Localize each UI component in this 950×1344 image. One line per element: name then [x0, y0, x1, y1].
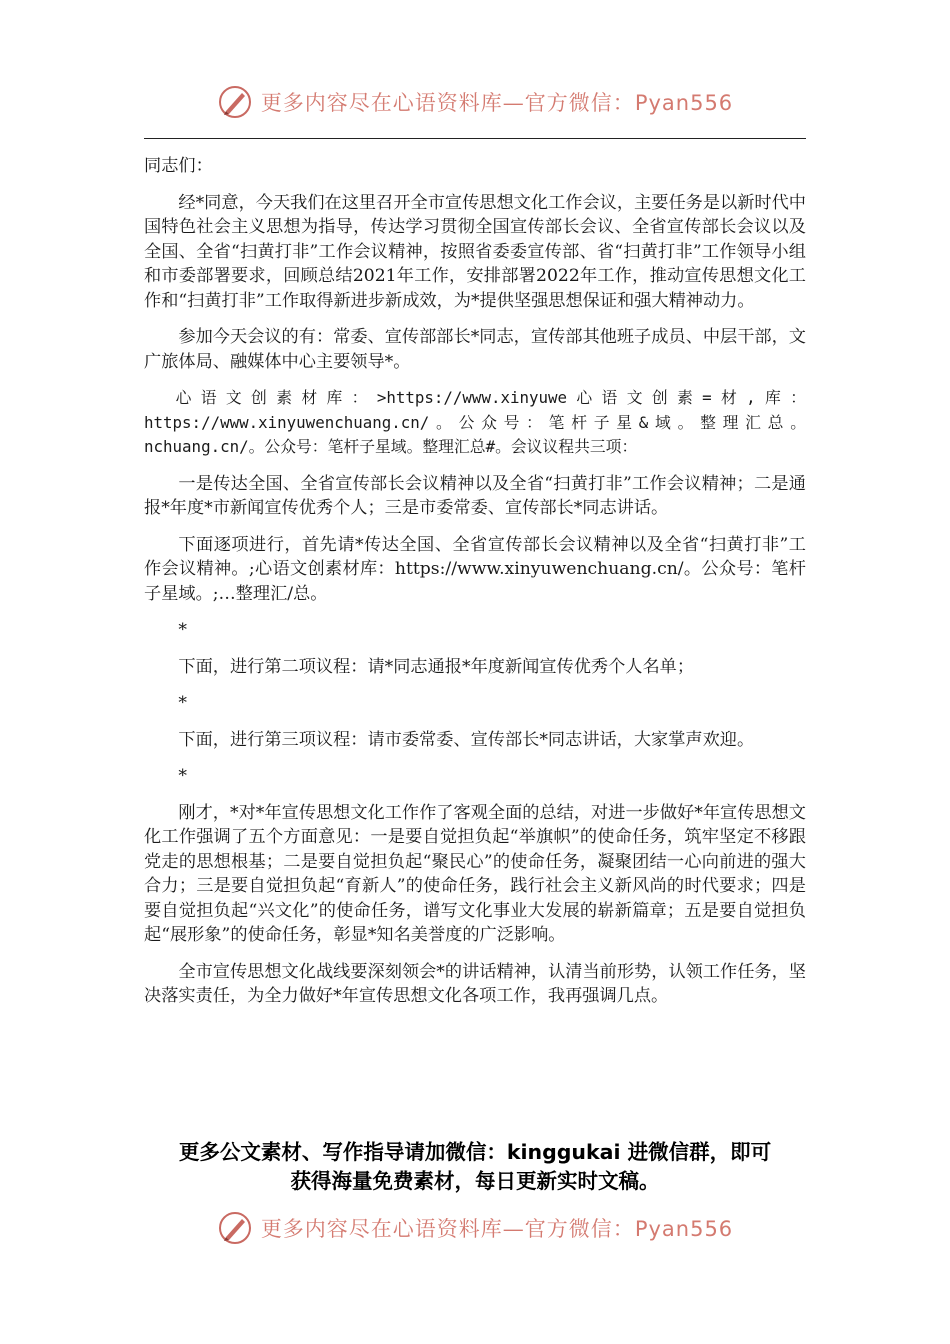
watermark-paragraph: 心语文创素材库：>https://www.xinyuwe心语文创素=材,库：https://www.xinyuwenchuang.cn/。公众号：笔杆子星&域。整理汇总。nchuang.cn/。公众号：笔杆子星域。整理汇总#。会议议程共三项：: [144, 388, 806, 456]
footer-brand-text: 更多内容尽在心语资料库—官方微信：Pyan556: [260, 1217, 734, 1241]
paragraph: 下面逐项进行，首先请*传达全国、全省宣传部长会议精神以及全省“扫黄打非”工作会议精神。;心语文创素材库：https://www.xinyuwenchuang.cn/。公众号：笔杆子星域。;…整理汇/总。: [144, 534, 806, 604]
pen-logo-icon: [217, 84, 253, 120]
separator-star: *: [178, 693, 187, 713]
promo-banner: [110, 1138, 840, 1196]
paragraph: 经*同意，今天我们在这里召开全市宣传思想文化工作会议，主要任务是以新时代中国特色社会主义思想为指导，传达学习贯彻全国宣传部长会议、全省宣传部长会议以及全国、全省“扫黄打非”工作会议精神，按照省委委宣传部、省“扫黄打非”工作领导小组和市委部署要求，回顾总结2021年工作，安排部署2022年工作，推动宣传思想文化工作和“扫黄打非”工作取得新进步新成效，为*提供坚强思想保证和强大精神动力。: [144, 192, 806, 311]
pen-logo-icon: [217, 1210, 253, 1246]
closing-paragraph: 全市宣传思想文化战线要深刻领会*的讲话精神，认清当前形势，认领工作任务，坚决落实责任，为全力做好*年宣传思想文化各项工作，我再强调几点。: [144, 961, 806, 1006]
footer-brand: [0, 1210, 950, 1246]
summary-paragraph: 刚才，*对*年宣传思想文化工作作了客观全面的总结，对进一步做好*年宣传思想文化工作强调了五个方面意见：一是要自觉担负起“举旗帜”的使命任务，筑牢坚定不移跟党走的思想根基；二是要自觉担负起“聚民心”的使命任务，凝聚团结一心向前进的强大合力；三是要自觉担负起“育新人”的使命任务，践行社会主义新风尚的时代要求；四是要自觉担负起“兴文化”的使命任务，谱写文化事业大发展的崭新篇章；五是要自觉担负起“展形象”的使命任务，彰显*知名美誉度的广泛影响。: [144, 802, 806, 945]
separator-star: *: [178, 766, 187, 786]
promo-line-1: 更多公文素材、写作指导请加微信：kinggukai 进微信群，即可: [178, 1140, 772, 1164]
agenda-item-2: 下面，进行第二项议程：请*同志通报*年度新闻宣传优秀个人名单；: [178, 656, 695, 677]
paragraph: 参加今天会议的有：常委、宣传部部长*同志，宣传部其他班子成员、中层干部，文广旅体局、融媒体中心主要领导*。: [144, 327, 806, 372]
salutation: 同志们：: [144, 156, 213, 176]
agenda-item-3: 下面，进行第三项议程：请市委常委、宣传部长*同志讲话，大家掌声欢迎。: [178, 729, 755, 750]
header-divider: [144, 138, 806, 139]
header-brand: [0, 84, 950, 120]
header-brand-text: 更多内容尽在心语资料库—官方微信：Pyan556: [260, 91, 734, 115]
promo-line-2: 获得海量免费素材，每日更新实时文稿。: [290, 1169, 660, 1193]
agenda-paragraph: 一是传达全国、全省宣传部长会议精神以及全省“扫黄打非”工作会议精神；二是通报*年度*市新闻宣传优秀个人；三是市委常委、宣传部长*同志讲话。: [144, 473, 806, 518]
document-body: [144, 154, 806, 1021]
separator-star: *: [178, 620, 187, 640]
